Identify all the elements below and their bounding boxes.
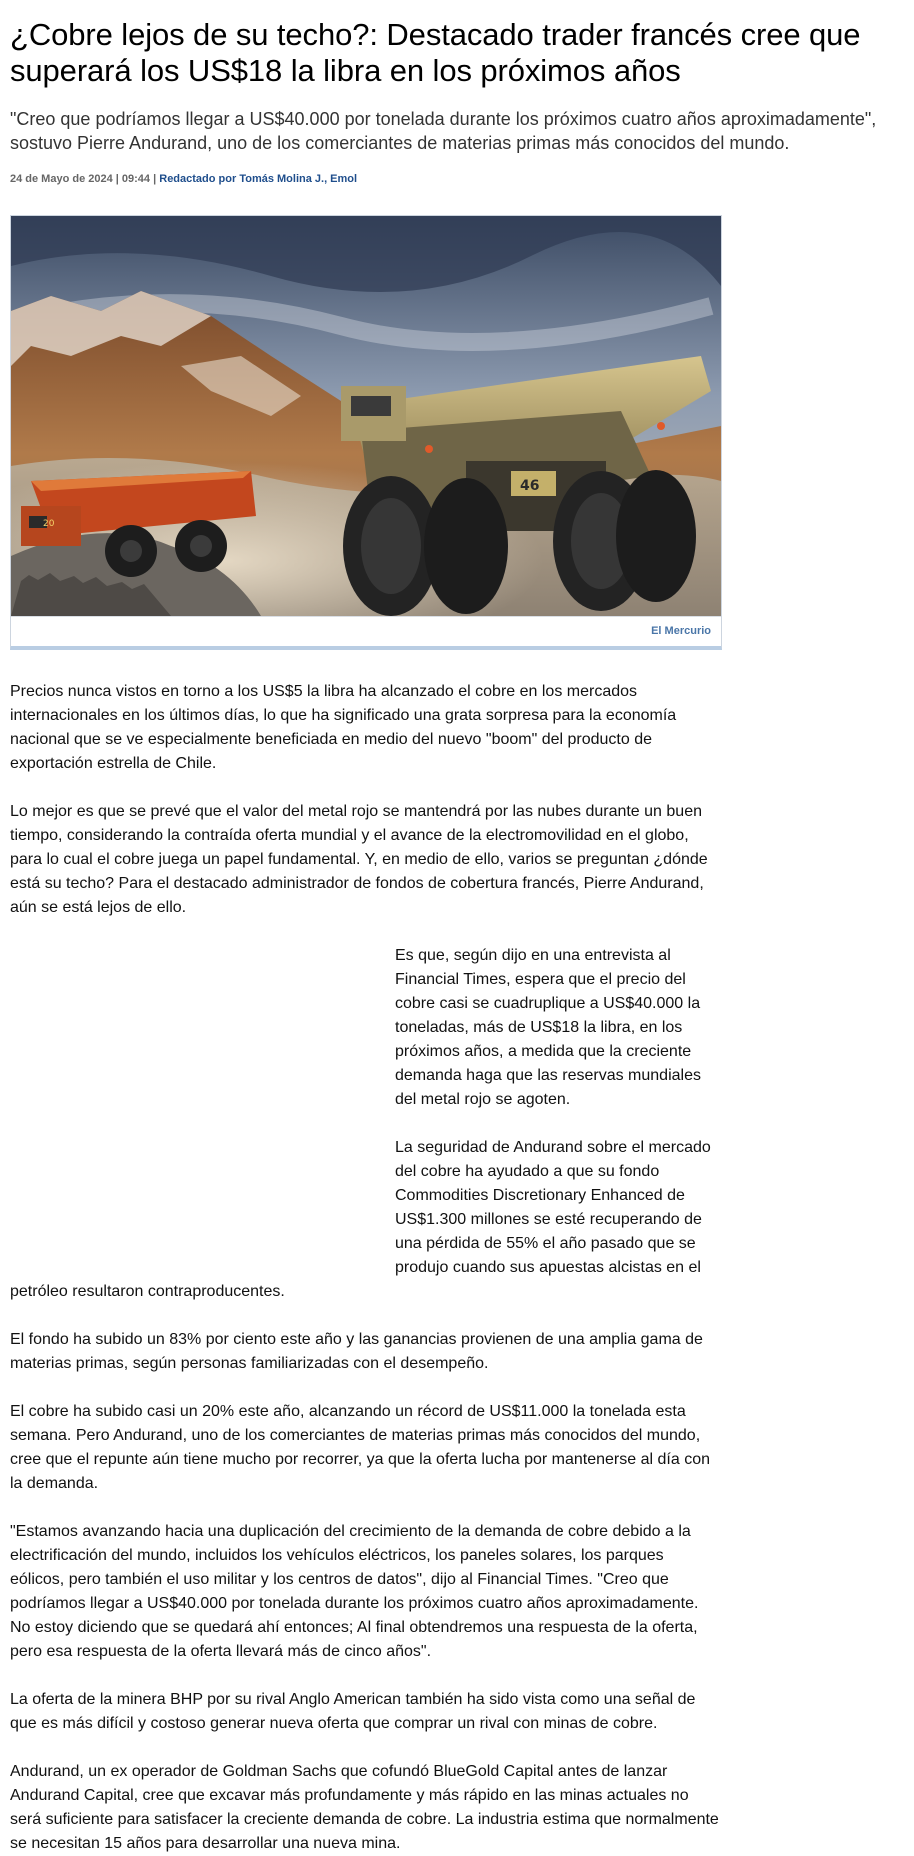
article-lead: "Creo que podríamos llegar a US$40.000 por tonelada durante los próximos cuatro años aproximadamente", sostuvo Pierre Andurand, uno de los comerciantes de materias primas más conocidos del mundo.	[10, 109, 877, 153]
article-date: 24 de Mayo de 2024 | 09:44	[10, 173, 151, 185]
article-figure	[10, 215, 722, 650]
article-title: ¿Cobre lejos de su techo?: Destacado trader francés cree que superará los US$18 la libra en los próximos años	[10, 17, 861, 88]
paragraph: Es que, según dijo en una entrevista al Financial Times, espera que el precio del cobre casi se cuadruplique a US$40.000 la toneladas, más de US$18 la libra, en los próximos años, a medida que la creciente demanda haga que las reservas mundiales del metal rojo se agoten.	[395, 947, 701, 1108]
paragraph: Andurand, un ex operador de Goldman Sachs que cofundó BlueGold Capital antes de lanzar Andurand Capital, cree que excavar más profundamente y más rápido en las minas actuales no será suficiente para satisfacer la creciente demanda de cobre. La industria estima que normalmente se necesitan 15 años para desarrollar una nueva mina.	[10, 1763, 719, 1852]
article-meta	[10, 172, 904, 186]
truck-number-right: 46	[520, 478, 540, 494]
paragraph: El fondo ha subido un 83% por ciento este año y las ganancias provienen de una amplia gama de materias primas, según personas familiarizadas con el desempeño.	[10, 1331, 703, 1372]
ad-placeholder	[10, 944, 395, 1266]
article-author[interactable]: Redactado por Tomás Molina J., Emol	[159, 173, 358, 185]
truck-number-left: 20	[43, 519, 55, 529]
article-body	[10, 680, 722, 1856]
paragraph: El cobre ha subido casi un 20% este año, alcanzando un récord de US$11.000 la tonelada esta semana. Pero Andurand, uno de los comerciantes de materias primas más conocidos del mundo, cree que el repunte aún tiene mucho por recorrer, ya que la oferta lucha por mantenerse al día con la demanda.	[10, 1403, 710, 1492]
paragraph: La oferta de la minera BHP por su rival Anglo American también ha sido vista como una señal de que es más difícil y costoso generar nueva oferta que comprar un rival con minas de cobre.	[10, 1691, 696, 1732]
mining-trucks-photo[interactable]	[11, 216, 721, 616]
paragraph: "Estamos avanzando hacia una duplicación del crecimiento de la demanda de cobre debido a la electrificación del mundo, incluidos los vehículos eléctricos, los paneles solares, los parques eólicos, pero también el uso militar y los centros de datos", dijo al Financial Times. "Creo que podríamos llegar a US$40.000 por tonelada durante los próximos cuatro años aproximadamente. No estoy diciendo que se quedará ahí entonces; Al final obtendremos una respuesta de la oferta, pero esa respuesta de la oferta llevará más de cinco años".	[10, 1523, 699, 1660]
paragraph: Precios nunca vistos en torno a los US$5 la libra ha alcanzado el cobre en los mercados internacionales en los últimos días, lo que ha significado una grata sorpresa para la economía nacional que se ve especialmente beneficiada en medio del nuevo "boom" del producto de exportación estrella de Chile.	[10, 683, 677, 772]
meta-separator: |	[150, 173, 160, 185]
paragraph: Lo mejor es que se prevé que el valor del metal rojo se mantendrá por las nubes durante un buen tiempo, considerando la contraída oferta mundial y el avance de la electromovilidad en el globo, para lo cual el cobre juega un papel fundamental. Y, en medio de ello, varios se preguntan ¿dónde está su techo? Para el destacado administrador de fondos de cobertura francés, Pierre Andurand, aún se está lejos de ello.	[10, 803, 708, 916]
paragraph: La seguridad de Andurand sobre el mercado del cobre ha ayudado a que su fondo Commodities Discretionary Enhanced de US$1.300 millones se esté recuperando de una pérdida de 55% el año pasado que se produjo cuando sus apuestas alcistas en el petróleo resultaron contraproducentes.	[10, 1139, 711, 1300]
image-credit: El Mercurio	[11, 616, 721, 646]
